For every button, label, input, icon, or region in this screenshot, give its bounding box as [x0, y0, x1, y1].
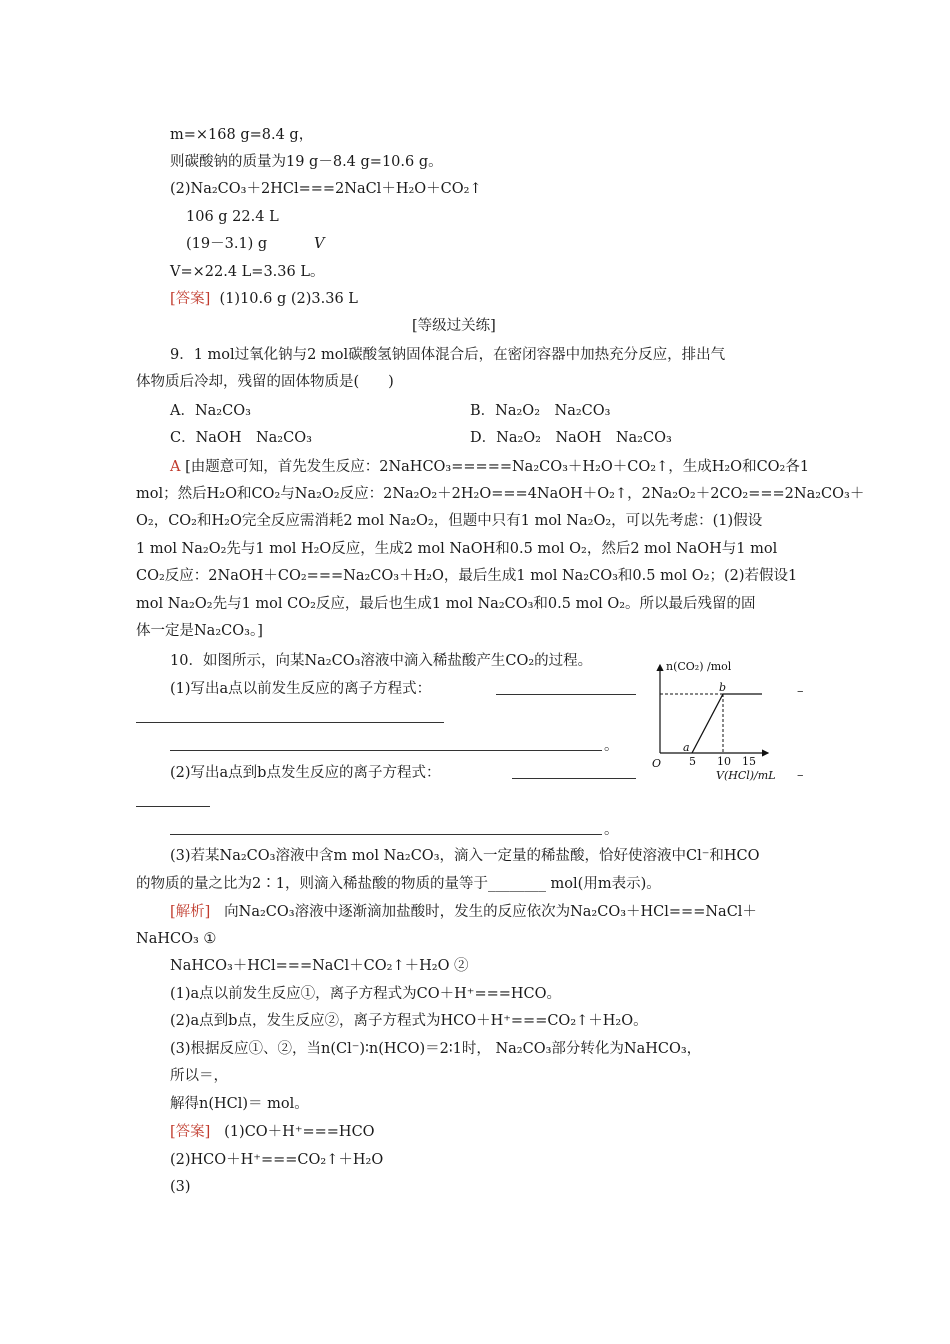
q10-part-1: (1)写出a点以前发生反应的离子方程式： — [170, 681, 432, 697]
answer-blank-2c[interactable] — [170, 834, 602, 835]
answer-2-line-1 — [170, 1122, 375, 1142]
answer-2-text-1: (1)CO＋H⁺===HCO — [224, 1124, 375, 1140]
answer-2-line-2: (2)HCO＋H⁺===CO₂↑＋H₂O — [170, 1152, 384, 1168]
answer-blank-2a[interactable] — [512, 778, 636, 779]
q10-line-1: 10．如图所示，向某Na₂CO₃溶液中滴入稀盐酸产生CO₂的过程。 — [170, 653, 593, 669]
point-b-label: b — [719, 681, 727, 694]
q10-part-3a: (3)若某Na₂CO₃溶液中含m mol Na₂CO₃，滴入一定量的稀盐酸，恰好使溶液中Cl⁻和HCO — [170, 848, 760, 864]
x-tick-label: 10 — [717, 755, 731, 768]
analysis-line-5: (2)a点到b点，发生反应②，离子方程式为HCO＋H⁺===CO₂↑＋H₂O。 — [170, 1013, 648, 1029]
q10-part-3b: 的物质的量之比为2∶1，则滴入稀盐酸的物质的量等于________ mol(用m表示)。 — [136, 876, 661, 892]
line-mass-nahco3: m=×168 g=8.4 g， — [170, 127, 314, 143]
line-ratio-2: (19－3.1) g — [186, 236, 268, 252]
analysis-text-1: 向Na₂CO₃溶液中逐渐滴加盐酸时，发生的反应依次为Na₂CO₃＋HCl===NaCl＋ — [224, 904, 757, 920]
line-volume: V=×22.4 L=3.36 L。 — [170, 264, 325, 280]
y-axis-label: n(CO₂) /mol — [666, 660, 732, 673]
line-ratio-v: V — [314, 236, 325, 252]
line-equation-2: (2)Na₂CO₃＋2HCl===2NaCl＋H₂O＋CO₂↑ — [170, 181, 482, 197]
blank-marker: – — [797, 684, 804, 699]
q9-explain-3: O₂，CO₂和H₂O完全反应需消耗2 mol Na₂O₂，但题中只有1 mol Na₂O₂，可以先考虑：(1)假设 — [136, 513, 763, 529]
origin-label: O — [652, 757, 662, 770]
analysis-line-4: (1)a点以前发生反应①，离子方程式为CO＋H⁺===HCO。 — [170, 986, 562, 1002]
line-ratio-1: 106 g 22.4 L — [186, 209, 279, 225]
q9-option-a: A．Na₂CO₃ — [170, 403, 251, 419]
analysis-line-7: 所以＝， — [170, 1068, 228, 1084]
q9-explain-1 — [170, 457, 809, 477]
period-2: 。 — [604, 822, 619, 838]
x-tick-label: 5 — [689, 755, 696, 768]
answer-blank-2b[interactable] — [136, 806, 210, 807]
q9-option-c: C．NaOH Na₂CO₃ — [170, 430, 312, 446]
q9-explain-5: CO₂反应：2NaOH＋CO₂===Na₂CO₃＋H₂O，最后生成1 mol Na₂CO₃和0.5 mol O₂；(2)若假设1 — [136, 568, 798, 584]
q9-option-d: D．Na₂O₂ NaOH Na₂CO₃ — [470, 430, 672, 446]
answer-blank-1c[interactable] — [170, 750, 602, 751]
q9-line-2: 体物质后冷却，残留的固体物质是( ) — [136, 374, 394, 390]
curve-rising-segment — [692, 694, 723, 753]
analysis-line-8: 解得n(HCl)＝ mol。 — [170, 1096, 309, 1112]
analysis-line-2: NaHCO₃ ① — [136, 931, 217, 947]
answer-2-line-3: (3) — [170, 1179, 191, 1195]
answer-1 — [170, 289, 358, 309]
q9-explain-6: mol Na₂O₂先与1 mol CO₂反应，最后也生成1 mol Na₂CO₃和0.5 mol O₂。所以最后残留的固 — [136, 596, 756, 612]
x-axis-label: V(HCl)/mL — [716, 769, 776, 782]
point-a-label: a — [683, 741, 690, 754]
q9-option-b: B．Na₂O₂ Na₂CO₃ — [470, 403, 611, 419]
period-1: 。 — [604, 738, 619, 754]
analysis-line-3: NaHCO₃＋HCl===NaCl＋CO₂↑＋H₂O ② — [170, 958, 469, 974]
analysis-line-6: (3)根据反应①、②，当n(Cl⁻)∶n(HCO)＝2∶1时， Na₂CO₃部分转化为NaHCO₃， — [170, 1041, 702, 1057]
q9-explain-text-1: [由题意可知，首先发生反应：2NaHCO₃=====Na₂CO₃＋H₂O＋CO₂↑，生成H₂O和CO₂各1 — [185, 459, 810, 475]
q9-line-1: 9．1 mol过氧化钠与2 mol碳酸氢钠固体混合后，在密闭容器中加热充分反应，排出气 — [170, 347, 726, 363]
analysis-tag: [解析] — [170, 904, 211, 920]
line-mass-na2co3: 则碳酸钠的质量为19 g－8.4 g=10.6 g。 — [170, 154, 443, 170]
answer-tag: [答案] — [170, 291, 211, 307]
answer-2-tag: [答案] — [170, 1124, 211, 1140]
analysis-line-1 — [170, 902, 757, 922]
answer-blank-1a[interactable] — [496, 694, 636, 695]
q9-answer-letter: A — [170, 459, 181, 475]
q9-explain-2: mol；然后H₂O和CO₂与Na₂O₂反应：2Na₂O₂＋2H₂O===4NaOH＋O₂↑，2Na₂O₂＋2CO₂===2Na₂CO₃＋ — [136, 486, 865, 502]
q9-explain-7: 体一定是Na₂CO₃。] — [136, 623, 263, 639]
answer-text: (1)10.6 g (2)3.36 L — [219, 291, 358, 307]
blank-marker: – — [797, 768, 804, 783]
co2-volume-graph — [650, 655, 800, 785]
q10-part-2: (2)写出a点到b点发生反应的离子方程式： — [170, 765, 441, 781]
x-tick-label: 15 — [742, 755, 756, 768]
section-heading: [等级过关练] — [412, 318, 496, 334]
q9-explain-4: 1 mol Na₂O₂先与1 mol H₂O反应，生成2 mol NaOH和0.5 mol O₂，然后2 mol NaOH与1 mol — [136, 541, 778, 557]
answer-blank-1b[interactable] — [136, 722, 444, 723]
